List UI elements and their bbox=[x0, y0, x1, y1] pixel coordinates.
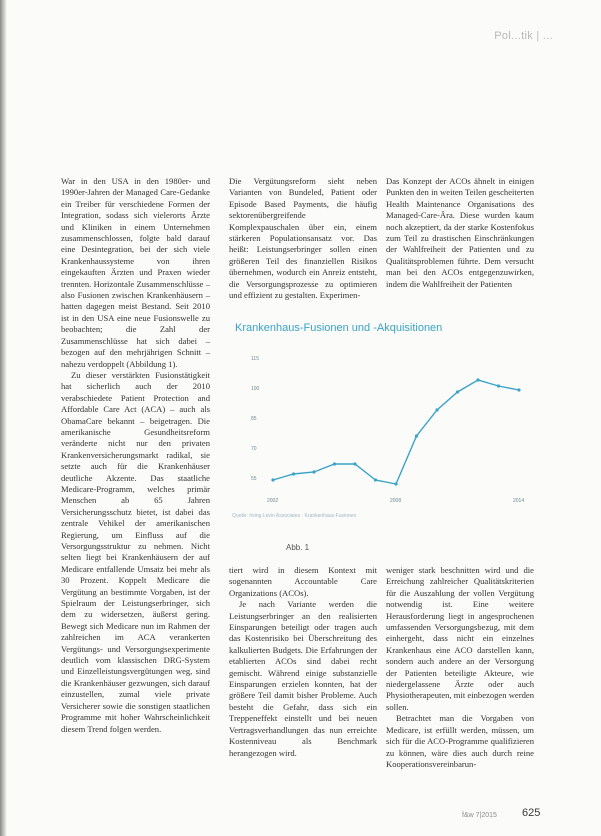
line-chart bbox=[229, 338, 529, 513]
page-number: 625 bbox=[522, 807, 541, 819]
paragraph: Betrachtet man die Vorgaben von Medicare, ist erfüllt werden, müssen, um sich für die ACO-Programme qualifizieren zu können, wäre dies auch durch reine Kooperationsvereinbarun- bbox=[386, 713, 534, 769]
paragraph: Je nach Variante werden die Leistungserbringer an den realisierten Einsparungen beteiligt oder tragen auch das Kostenrisiko bei Überschreitung des kalkulierten Budgets. Die Erfahrungen der etablierten ACOs sind dabei recht gemischt. Während einige substanzielle Einsparungen erzielen konnten, hat der größere Teil damit bisher Probleme. Auch besteht die Gefahr, dass sich ein Treppeneffekt einstellt und bei neuen Vertragsverhandlungen das nun erreichte Kostenniveau als Benchmark herangezogen wird. bbox=[229, 599, 377, 758]
data-point bbox=[374, 478, 377, 481]
footer-label: f&w 7|2015 bbox=[462, 812, 497, 819]
data-point bbox=[415, 434, 418, 437]
section-tag: Pol...tik | ... bbox=[494, 30, 553, 42]
data-point bbox=[435, 408, 438, 411]
data-point bbox=[292, 472, 295, 475]
figure-label: Abb. 1 bbox=[286, 543, 310, 552]
data-point bbox=[476, 378, 479, 381]
data-point bbox=[517, 388, 520, 391]
data-point bbox=[333, 462, 336, 465]
data-point bbox=[271, 478, 274, 481]
text-column-c-bottom bbox=[386, 565, 534, 770]
y-tick-label: 70 bbox=[251, 446, 257, 452]
chart-title: Krankenhaus-Fusionen und -Akquisitionen bbox=[235, 322, 443, 334]
text-column-b-bottom bbox=[229, 565, 377, 759]
text-column-a bbox=[61, 176, 210, 735]
paragraph: weniger stark beschnitten wird und die Erreichung zahlreicher Qualitätskriterien für die Auszahlung der vollen Vergütung notwendig ist. Eine weitere Herausforderung liegt in angesprochenen umfassenden Versorgungsbezug, mit dem einhergeht, dass nicht ein einzelnes Krankenhaus eine ACO darstellen kann, sondern auch andere an der Versorgung der Patienten beteiligte Akteure, wie niedergelassene Ärzte oder auch Physiotherapeuten, mit einbezogen werden sollen. bbox=[386, 565, 534, 712]
data-point bbox=[497, 384, 500, 387]
text-column-c-top bbox=[386, 176, 534, 290]
paragraph: Zu dieser verstärkten Fusionstätigkeit hat sicherlich auch der 2010 verabschiedete Patient Protection and Affordable Care Act (ACA) – auch als ObamaCare bekannt – beigetragen. Die amerikanische Gesundheitsreform veränderte nicht nur den privaten Krankenversicherungsmarkt radikal, sie setzte auch für die Krankenhäuser deutliche Akzente. Das staatliche Medicare-Programm, welches primär Menschen ab 65 Jahren Versicherungsschutz bietet, ist dabei das zentrale Vehikel der amerikanischen Regierung, um Einfluss auf die Versorgungsstruktur zu nehmen. Nicht selten liegt bei Krankenhäusern der auf Medicare entfallende Umsatz bei mehr als 30 Prozent. Koppelt Medicare die Vergütung an bestimmte Vorgaben, ist der Spielraum der Leistungserbringer, sich dem zu widersetzen, äußerst gering. Bewegt sich Medicare nun im Rahmen der zahlreichen im ACA verankerten Vergütungs- und Versorgungsexperimente deutlich vom klassischen DRG-System und Einzelleistungsvergütungen weg, sind die Krankenhäuser gezwungen, sich darauf einzustellen, zumal viele private Versicherer sowie die sonstigen staatlichen Programme mit hoher Wahrscheinlichkeit diesem Trend folgen werden. bbox=[61, 369, 210, 734]
y-tick-label: 85 bbox=[251, 416, 257, 422]
data-point bbox=[312, 470, 315, 473]
y-tick-label: 55 bbox=[251, 476, 257, 482]
page-spine-shadow bbox=[0, 0, 7, 836]
chart-source: Quelle: Irving Levin Associates · Krankenhaus-Fusionen bbox=[232, 513, 357, 519]
text-column-b-top bbox=[229, 176, 377, 301]
y-tick-label: 100 bbox=[251, 386, 260, 392]
x-tick-label: 2008 bbox=[390, 498, 402, 504]
x-tick-label: 2014 bbox=[513, 498, 525, 504]
y-tick-label: 115 bbox=[251, 356, 259, 362]
paragraph: Das Konzept der ACOs ähnelt in einigen Punkten den in weiten Teilen gescheiterten Health Maintenance Organisations des Managed-Care-Ära. Diese wurden kaum noch akzeptiert, da der starke Kostenfokus zum Teil zu drastischen Einschränkungen der Wahlfreiheit der Patienten und zu Qualitätsproblemen führte. Dem versucht man bei den ACOs entgegenzuwirken, indem die Wahlfreiheit der Patienten bbox=[386, 176, 534, 289]
paragraph: tiert wird in diesem Kontext mit sogenannten Accountable Care Organizations (ACOs). bbox=[229, 565, 377, 598]
series-line bbox=[273, 380, 519, 484]
x-tick-label: 2002 bbox=[267, 498, 279, 504]
data-point bbox=[353, 462, 356, 465]
data-point bbox=[394, 482, 397, 485]
data-point bbox=[456, 390, 459, 393]
paragraph: Die Vergütungsreform sieht neben Varianten von Bundeled, Patient oder Episode Based Payments, die häufig sektorenübergreifende Komplexpauschalen über ein, einem stärkeren Populationsansatz vor. Das heißt: Leistungserbringer sollen einen größeren Teil des finanziellen Risikos übernehmen, wodurch ein Anreiz entsteht, die Versorgungsprozesse zu optimieren und effizient zu gestalten. Experimen- bbox=[229, 176, 377, 301]
paragraph: War in den USA in den 1980er- und 1990er-Jahren der Managed Care-Gedanke ein Treiber für verschiedene Formen der Integration, sodass sich vielerorts Ärzte und Kliniken in einem Unternehmen zusammenschlossen, folgte bald darauf eine Desintegration, bei der sich viele Krankenhaussysteme von ihren eingekauften Ärzten und Praxen wieder trennten. Horizontale Zusammenschlüsse – also Fusionen zwischen Krankenhäusern – hatten dagegen meist Bestand. Seit 2010 ist in den USA eine neue Fusionswelle zu beobachten; die Zahl der Zusammenschlüsse hat sich dabei – bezogen auf den mehrjährigen Schnitt – nahezu verdoppelt (Abbildung 1). bbox=[61, 176, 210, 369]
